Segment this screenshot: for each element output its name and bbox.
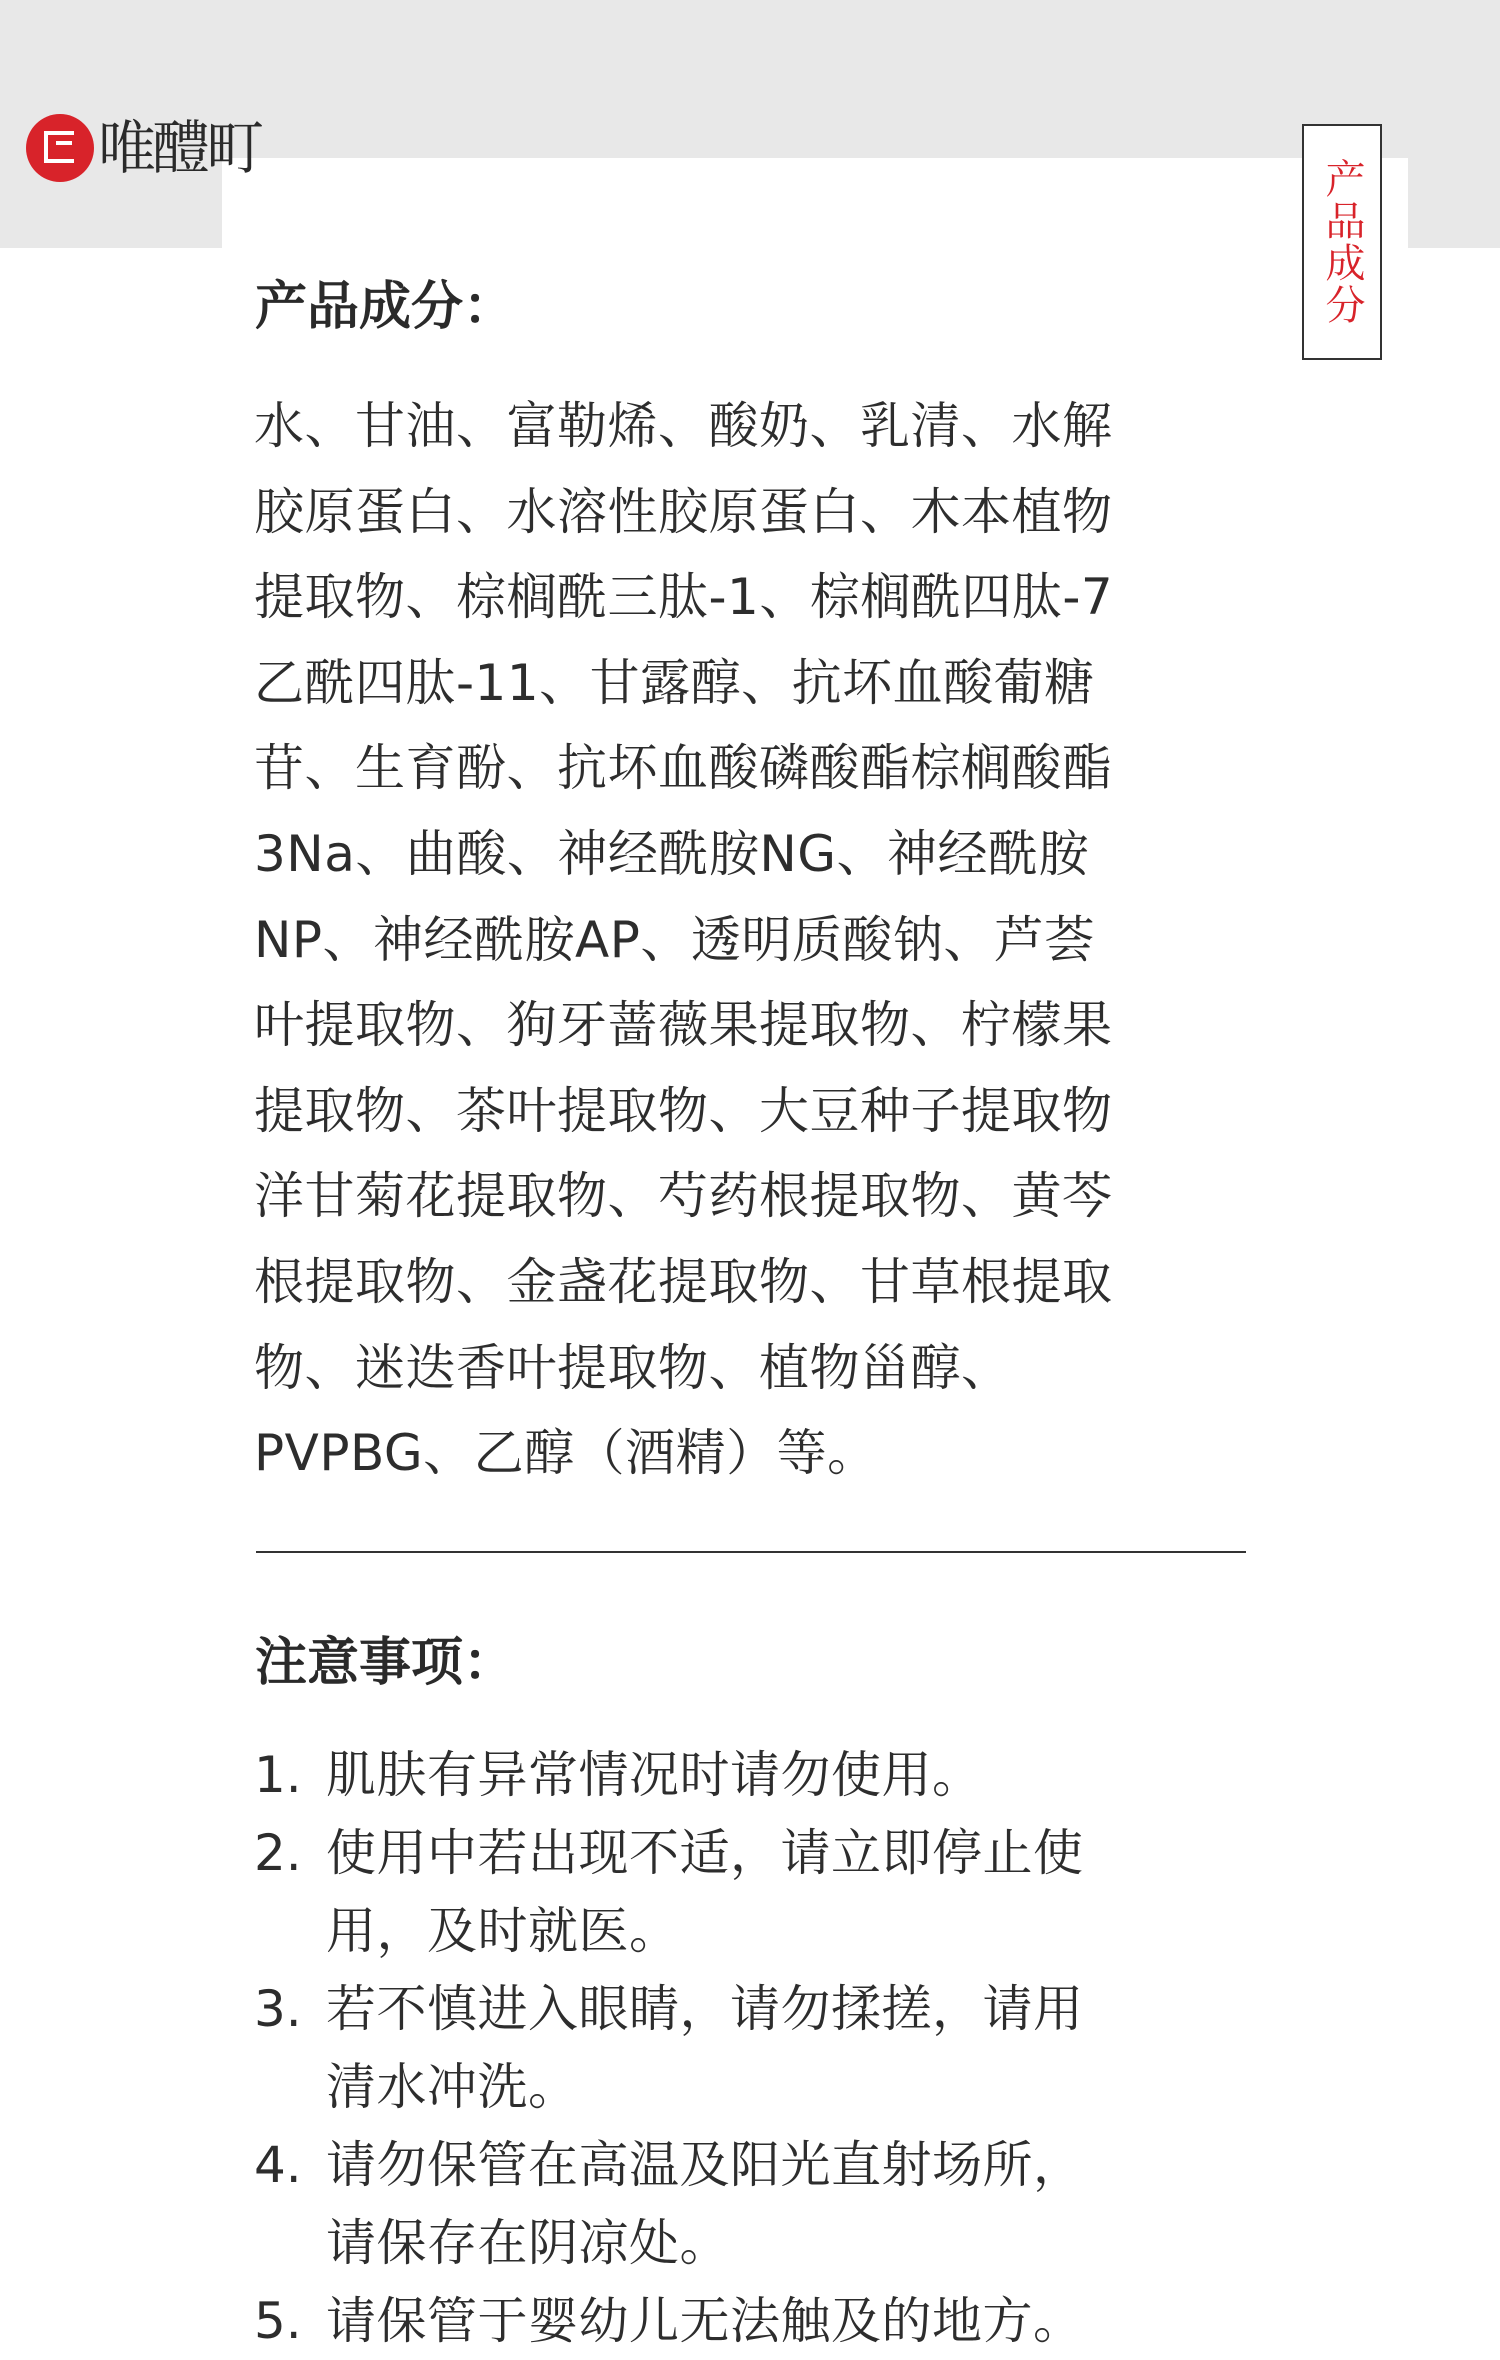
list-item-text: 肌肤有异常情况时请勿使用。	[326, 1746, 983, 1804]
list-item-number: 1.	[254, 1746, 302, 1804]
brand-seal-icon	[26, 114, 94, 182]
list-item-number: 5.	[254, 2292, 302, 2350]
ingredients-line: NP、神经酰胺AP、透明质酸钠、芦荟	[254, 910, 1095, 969]
list-item-number: 2.	[254, 1824, 302, 1882]
list-item	[254, 2282, 1244, 2360]
list-item-text: 请勿保管在高温及阳光直射场所，	[326, 2136, 1084, 2194]
ingredients-line: 提取物、茶叶提取物、大豆种子提取物	[254, 1081, 1113, 1140]
brand-logo-text: 唯醴町	[98, 114, 261, 182]
list-item-text: 请保管于婴幼儿无法触及的地方。	[326, 2292, 1084, 2350]
list-item	[254, 1814, 1244, 1970]
section-side-tag: 产品成分	[1302, 124, 1382, 360]
list-item-text: 请保存在阴凉处。	[326, 2214, 730, 2272]
list-item	[254, 2126, 1244, 2282]
list-item	[254, 1736, 1244, 1814]
precautions-title: 注意事项：	[255, 1633, 516, 1693]
ingredients-line: 水、甘油、富勒烯、酸奶、乳清、水解	[254, 397, 1113, 455]
brand-logo	[26, 112, 261, 184]
ingredients-line: 叶提取物、狗牙蔷薇果提取物、柠檬果	[254, 996, 1113, 1055]
ingredients-text	[254, 384, 1244, 1497]
ingredients-line: 洋甘菊花提取物、芍药根提取物、黄芩	[254, 1167, 1113, 1226]
ingredients-line: 提取物、棕榈酰三肽-1、棕榈酰四肽-7	[254, 568, 1114, 627]
list-item-number: 3.	[254, 1980, 302, 2038]
list-item-text: 用，及时就医。	[326, 1902, 680, 1960]
ingredients-line: 胶原蛋白、水溶性胶原蛋白、木本植物	[254, 482, 1113, 541]
ingredients-line: PVPBG、乙醇（酒精）等。	[254, 1424, 878, 1483]
ingredients-title: 产品成分：	[255, 277, 516, 337]
list-item-text: 若不慎进入眼睛，请勿揉搓，请用	[326, 1980, 1084, 2038]
ingredients-line: 物、迷迭香叶提取物、植物甾醇、	[254, 1338, 1012, 1397]
list-item-text: 清水冲洗。	[326, 2058, 579, 2116]
list-item	[254, 1970, 1244, 2126]
ingredients-line: 根提取物、金盏花提取物、甘草根提取	[254, 1252, 1113, 1311]
ingredients-line: 苷、生育酚、抗坏血酸磷酸酯棕榈酸酯	[254, 739, 1113, 798]
precautions-list	[254, 1736, 1244, 2360]
ingredients-line: 3Na、曲酸、神经酰胺NG、神经酰胺	[254, 824, 1090, 883]
section-divider	[256, 1551, 1246, 1553]
list-item-number: 4.	[254, 2136, 302, 2194]
ingredients-line: 乙酰四肽-11、甘露醇、抗坏血酸葡糖	[254, 653, 1095, 712]
list-item-text: 使用中若出现不适，请立即停止使	[326, 1824, 1084, 1882]
